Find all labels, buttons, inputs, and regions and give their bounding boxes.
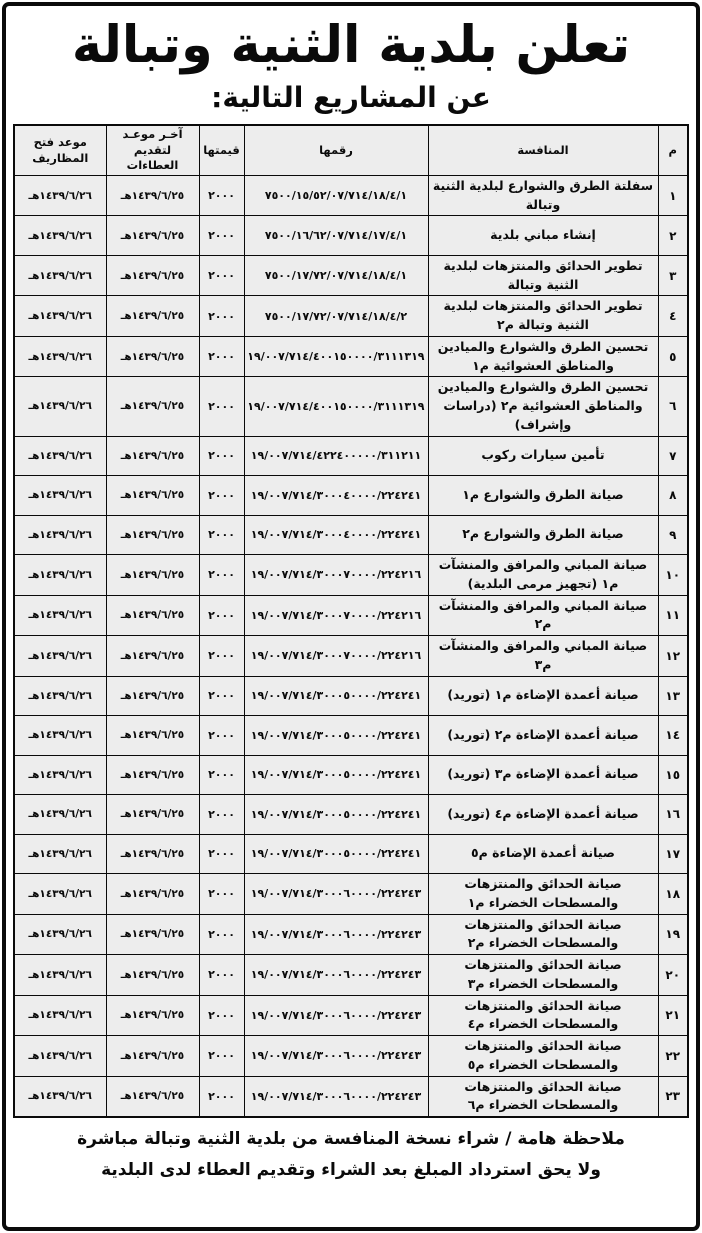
cell-value: ٢٠٠٠ [199,914,244,955]
cell-num: ١ [658,175,688,216]
cell-tender: صيانة الحدائق والمنتزهات والمسطحات الخضراء م٣ [428,955,658,996]
cell-num: ١٤ [658,716,688,756]
cell-tender: تأمين سيارات ركوب [428,436,658,476]
cell-ref: ١٩/٠٠٧/٧١٤/٣٠٠٠٦٠٠٠٠/٢٢٤٢٤٣ [244,874,428,915]
cell-opening: ١٤٣٩/٦/٢٦هـ [14,555,106,596]
cell-value: ٢٠٠٠ [199,1036,244,1077]
cell-tender: صيانة الحدائق والمنتزهات والمسطحات الخضراء م٥ [428,1036,658,1077]
cell-ref: ٧٥٠٠/١٧/٧٢/٠٧/٧١٤/١٨/٤/١ [244,255,428,296]
cell-value: ٢٠٠٠ [199,995,244,1036]
table-row [14,175,688,216]
cell-ref: ١٩/٠٠٧/٧١٤/٤٢٢٤٠٠٠٠٠/٣١١٢١١ [244,436,428,476]
cell-ref: ١٩/٠٠٧/٧١٤/٣٠٠٠٥٠٠٠٠/٢٢٤٢٤١ [244,676,428,716]
cell-opening: ١٤٣٩/٦/٢٦هـ [14,914,106,955]
table-row [14,595,688,636]
cell-opening: ١٤٣٩/٦/٢٦هـ [14,716,106,756]
cell-ref: ٧٥٠٠/١٧/٧٢/٠٧/٧١٤/١٨/٤/٢ [244,296,428,337]
cell-opening: ١٤٣٩/٦/٢٦هـ [14,216,106,256]
cell-ref: ٧٥٠٠/١٥/٥٢/٠٧/٧١٤/١٨/٤/١ [244,175,428,216]
table-row [14,716,688,756]
cell-tender: صيانة الحدائق والمنتزهات والمسطحات الخضراء م٦ [428,1076,658,1117]
cell-tender: تحسين الطرق والشوارع والميادين والمناطق العشوائية م٢ (دراسات وإشراف) [428,377,658,436]
cell-ref: ١٩/٠٠٧/٧١٤/٣٠٠٠٧٠٠٠٠/٢٢٤٢١٦ [244,636,428,677]
cell-num: ٨ [658,476,688,516]
cell-tender: صيانة الطرق والشوارع م١ [428,476,658,516]
cell-opening: ١٤٣٩/٦/٢٦هـ [14,636,106,677]
cell-ref: ١٩/٠٠٧/٧١٤/٣٠٠٠٥٠٠٠٠/٢٢٤٢٤١ [244,716,428,756]
cell-deadline: ١٤٣٩/٦/٢٥هـ [106,1076,199,1117]
cell-value: ٢٠٠٠ [199,716,244,756]
cell-deadline: ١٤٣٩/٦/٢٥هـ [106,1036,199,1077]
cell-tender: صيانة أعمدة الإضاءة م٥ [428,834,658,874]
cell-num: ٣ [658,255,688,296]
cell-num: ٢٢ [658,1036,688,1077]
cell-num: ٥ [658,336,688,377]
table-row [14,255,688,296]
cell-num: ١٧ [658,834,688,874]
cell-deadline: ١٤٣٩/٦/٢٥هـ [106,995,199,1036]
cell-deadline: ١٤٣٩/٦/٢٥هـ [106,336,199,377]
cell-num: ٦ [658,377,688,436]
tenders-table-body [14,175,688,1117]
table-row [14,515,688,555]
table-row [14,216,688,256]
cell-deadline: ١٤٣٩/٦/٢٥هـ [106,955,199,996]
cell-ref: ١٩/٠٠٧/٧١٤/٣٠٠٠٦٠٠٠٠/٢٢٤٢٤٣ [244,914,428,955]
cell-ref: ١٩/٠٠٧/٧١٤/٣٠٠٠٧٠٠٠٠/٢٢٤٢١٦ [244,595,428,636]
cell-deadline: ١٤٣٩/٦/٢٥هـ [106,296,199,337]
cell-value: ٢٠٠٠ [199,1076,244,1117]
cell-num: ١٢ [658,636,688,677]
cell-deadline: ١٤٣٩/٦/٢٥هـ [106,874,199,915]
cell-tender: صيانة الحدائق والمنتزهات والمسطحات الخضراء م١ [428,874,658,915]
header-opening: موعد فتح المظاريف [14,125,106,175]
cell-opening: ١٤٣٩/٦/٢٦هـ [14,834,106,874]
cell-value: ٢٠٠٠ [199,436,244,476]
cell-tender: صيانة الحدائق والمنتزهات والمسطحات الخضراء م٢ [428,914,658,955]
cell-opening: ١٤٣٩/٦/٢٦هـ [14,755,106,795]
cell-ref: ١٩/٠٠٧/٧١٤/٣٠٠٠٦٠٠٠٠/٢٢٤٢٤٣ [244,995,428,1036]
cell-opening: ١٤٣٩/٦/٢٦هـ [14,175,106,216]
cell-num: ١٠ [658,555,688,596]
cell-opening: ١٤٣٩/٦/٢٦هـ [14,676,106,716]
cell-value: ٢٠٠٠ [199,755,244,795]
cell-opening: ١٤٣٩/٦/٢٦هـ [14,995,106,1036]
table-row [14,914,688,955]
cell-num: ٩ [658,515,688,555]
cell-deadline: ١٤٣٩/٦/٢٥هـ [106,755,199,795]
table-row [14,336,688,377]
table-row [14,476,688,516]
cell-ref: ١٩/٠٠٧/٧١٤/٣٠٠٠٥٠٠٠٠/٢٢٤٢٤١ [244,795,428,835]
cell-tender: صيانة الطرق والشوارع م٢ [428,515,658,555]
announcement-subtitle: عن المشاريع التالية: [211,81,491,115]
cell-num: ٢١ [658,995,688,1036]
cell-tender: صيانة أعمدة الإضاءة م٢ (توريد) [428,716,658,756]
cell-tender: سفلتة الطرق والشوارع لبلدية الثنية وتبالة [428,175,658,216]
table-row [14,795,688,835]
cell-tender: تطوير الحدائق والمنتزهات لبلدية الثنية وتبالة [428,255,658,296]
header-ref: رقمها [244,125,428,175]
table-row [14,995,688,1036]
cell-opening: ١٤٣٩/٦/٢٦هـ [14,874,106,915]
cell-ref: ١٩/٠٠٧/٧١٤/٣٠٠٠٤٠٠٠٠/٢٢٤٢٤١ [244,515,428,555]
cell-ref: ٧٥٠٠/١٦/٦٢/٠٧/٧١٤/١٧/٤/١ [244,216,428,256]
cell-opening: ١٤٣٩/٦/٢٦هـ [14,296,106,337]
cell-deadline: ١٤٣٩/٦/٢٥هـ [106,515,199,555]
announcement-title: تعلن بلدية الثنية وتبالة [71,16,631,75]
header-number: م [658,125,688,175]
cell-value: ٢٠٠٠ [199,296,244,337]
cell-value: ٢٠٠٠ [199,377,244,436]
cell-num: ٢٣ [658,1076,688,1117]
cell-ref: ١٩/٠٠٧/٧١٤/٤٠٠١٥٠٠٠٠/٣١١١٣١٩ [244,377,428,436]
cell-deadline: ١٤٣٩/٦/٢٥هـ [106,834,199,874]
cell-tender: صيانة المباني والمرافق والمنشآت م٢ [428,595,658,636]
cell-num: ١١ [658,595,688,636]
table-row [14,436,688,476]
cell-value: ٢٠٠٠ [199,955,244,996]
table-row [14,755,688,795]
cell-ref: ١٩/٠٠٧/٧١٤/٣٠٠٠٤٠٠٠٠/٢٢٤٢٤١ [244,476,428,516]
cell-deadline: ١٤٣٩/٦/٢٥هـ [106,216,199,256]
cell-value: ٢٠٠٠ [199,255,244,296]
cell-tender: صيانة أعمدة الإضاءة م٣ (توريد) [428,755,658,795]
cell-tender: صيانة المباني والمرافق والمنشآت م١ (تجهيز مرمى البلدية) [428,555,658,596]
cell-deadline: ١٤٣٩/٦/٢٥هـ [106,476,199,516]
cell-deadline: ١٤٣٩/٦/٢٥هـ [106,636,199,677]
cell-num: ١٣ [658,676,688,716]
cell-tender: صيانة أعمدة الإضاءة م١ (توريد) [428,676,658,716]
footer-note-line1: ملاحظة هامة / شراء نسخة المنافسة من بلدية الثنية وتبالة مباشرة [77,1129,625,1150]
cell-tender: صيانة المباني والمرافق والمنشآت م٣ [428,636,658,677]
cell-deadline: ١٤٣٩/٦/٢٥هـ [106,555,199,596]
table-row [14,1036,688,1077]
cell-deadline: ١٤٣٩/٦/٢٥هـ [106,436,199,476]
table-row [14,955,688,996]
cell-num: ١٥ [658,755,688,795]
cell-value: ٢٠٠٠ [199,676,244,716]
cell-num: ٢ [658,216,688,256]
cell-num: ٧ [658,436,688,476]
cell-opening: ١٤٣٩/٦/٢٦هـ [14,795,106,835]
cell-value: ٢٠٠٠ [199,834,244,874]
cell-deadline: ١٤٣٩/٦/٢٥هـ [106,595,199,636]
cell-ref: ١٩/٠٠٧/٧١٤/٣٠٠٠٥٠٠٠٠/٢٢٤٢٤١ [244,834,428,874]
cell-ref: ١٩/٠٠٧/٧١٤/٣٠٠٠٥٠٠٠٠/٢٢٤٢٤١ [244,755,428,795]
table-row [14,296,688,337]
cell-deadline: ١٤٣٩/٦/٢٥هـ [106,914,199,955]
cell-deadline: ١٤٣٩/٦/٢٥هـ [106,175,199,216]
cell-opening: ١٤٣٩/٦/٢٦هـ [14,595,106,636]
table-row [14,636,688,677]
cell-opening: ١٤٣٩/٦/٢٦هـ [14,476,106,516]
cell-value: ٢٠٠٠ [199,795,244,835]
table-row [14,377,688,436]
cell-ref: ١٩/٠٠٧/٧١٤/٣٠٠٠٦٠٠٠٠/٢٢٤٢٤٣ [244,1036,428,1077]
cell-tender: صيانة الحدائق والمنتزهات والمسطحات الخضراء م٤ [428,995,658,1036]
cell-ref: ١٩/٠٠٧/٧١٤/٣٠٠٠٦٠٠٠٠/٢٢٤٢٤٣ [244,1076,428,1117]
cell-num: ١٦ [658,795,688,835]
cell-opening: ١٤٣٩/٦/٢٦هـ [14,1076,106,1117]
cell-opening: ١٤٣٩/٦/٢٦هـ [14,436,106,476]
cell-ref: ١٩/٠٠٧/٧١٤/٣٠٠٠٦٠٠٠٠/٢٢٤٢٤٣ [244,955,428,996]
header-deadline-line2: لتقديم العطاءات [126,142,179,173]
cell-num: ١٩ [658,914,688,955]
cell-value: ٢٠٠٠ [199,175,244,216]
cell-tender: تحسين الطرق والشوارع والميادين والمناطق العشوائية م١ [428,336,658,377]
cell-deadline: ١٤٣٩/٦/٢٥هـ [106,377,199,436]
cell-value: ٢٠٠٠ [199,595,244,636]
table-row [14,676,688,716]
announcement-frame [2,2,700,1231]
table-row [14,1076,688,1117]
cell-ref: ١٩/٠٠٧/٧١٤/٤٠٠١٥٠٠٠٠/٣١١١٣١٩ [244,336,428,377]
header-deadline [106,125,199,175]
cell-num: ٢٠ [658,955,688,996]
cell-opening: ١٤٣٩/٦/٢٦هـ [14,255,106,296]
header-tender: المنافسة [428,125,658,175]
cell-tender: صيانة أعمدة الإضاءة م٤ (توريد) [428,795,658,835]
table-header [14,125,688,175]
footer-note-line2: ولا يحق استرداد المبلغ بعد الشراء وتقديم العطاء لدى البلدية [101,1159,601,1180]
footer-note [6,1124,696,1185]
header-value: قيمتها [199,125,244,175]
cell-value: ٢٠٠٠ [199,636,244,677]
cell-value: ٢٠٠٠ [199,336,244,377]
cell-deadline: ١٤٣٩/٦/٢٥هـ [106,795,199,835]
cell-opening: ١٤٣٩/٦/٢٦هـ [14,515,106,555]
cell-num: ٤ [658,296,688,337]
cell-deadline: ١٤٣٩/٦/٢٥هـ [106,255,199,296]
cell-value: ٢٠٠٠ [199,476,244,516]
cell-value: ٢٠٠٠ [199,874,244,915]
cell-deadline: ١٤٣٩/٦/٢٥هـ [106,716,199,756]
table-row [14,874,688,915]
cell-value: ٢٠٠٠ [199,515,244,555]
cell-tender: تطوير الحدائق والمنتزهات لبلدية الثنية وتبالة م٢ [428,296,658,337]
header-deadline-line1: آخـر موعـد [122,127,183,142]
cell-opening: ١٤٣٩/٦/٢٦هـ [14,1036,106,1077]
cell-deadline: ١٤٣٩/٦/٢٥هـ [106,676,199,716]
cell-num: ١٨ [658,874,688,915]
cell-ref: ١٩/٠٠٧/٧١٤/٣٠٠٠٧٠٠٠٠/٢٢٤٢١٦ [244,555,428,596]
cell-tender: إنشاء مباني بلدية [428,216,658,256]
cell-opening: ١٤٣٩/٦/٢٦هـ [14,377,106,436]
cell-value: ٢٠٠٠ [199,216,244,256]
tenders-table [13,124,689,1118]
table-row [14,834,688,874]
cell-opening: ١٤٣٩/٦/٢٦هـ [14,955,106,996]
table-row [14,555,688,596]
cell-opening: ١٤٣٩/٦/٢٦هـ [14,336,106,377]
cell-value: ٢٠٠٠ [199,555,244,596]
